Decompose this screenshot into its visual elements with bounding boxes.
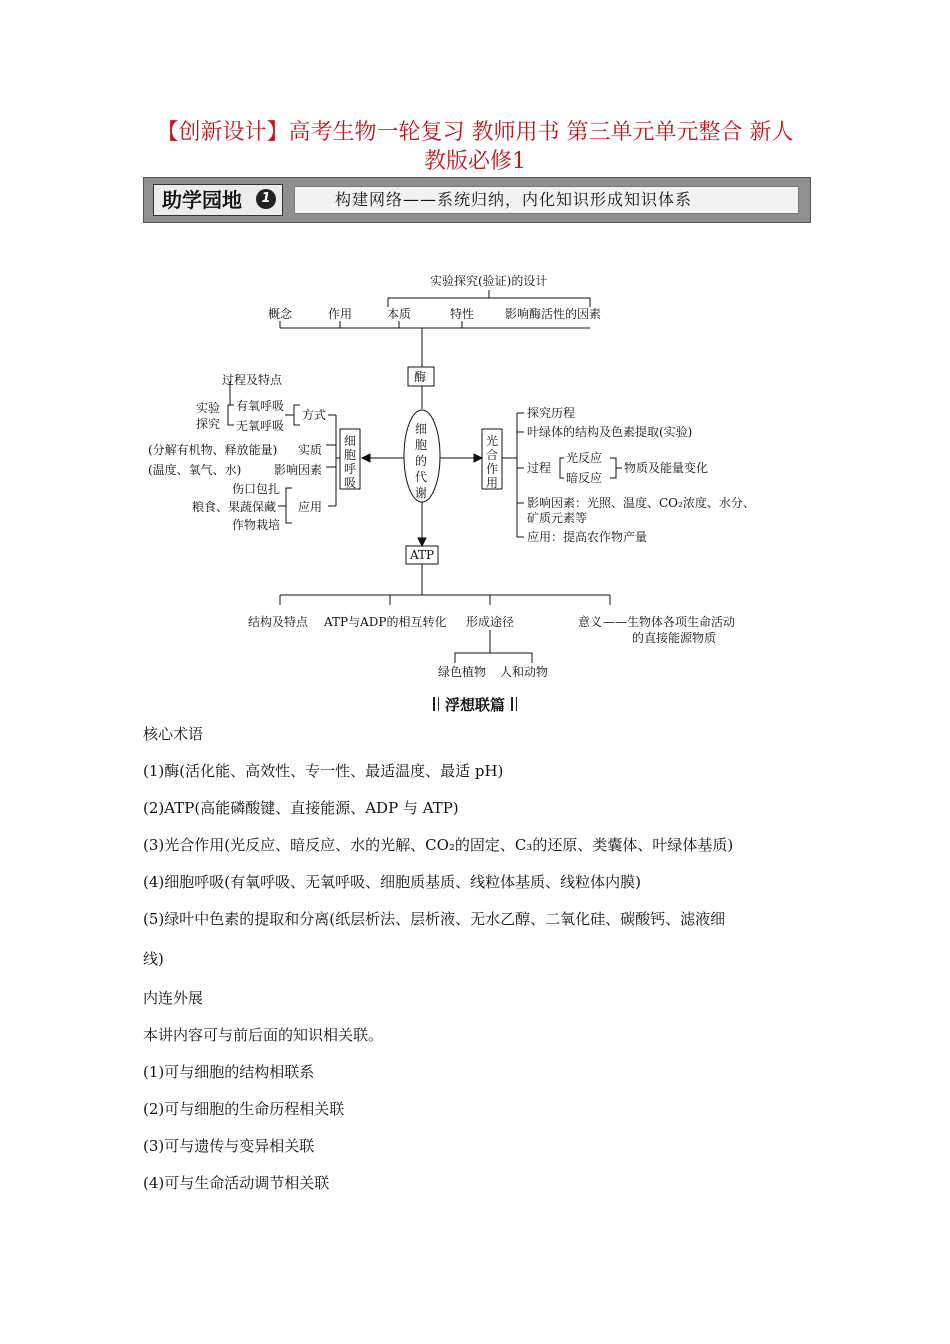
photosynthesis-char-3: 作 — [486, 462, 499, 476]
core-term-4: (4)细胞呼吸(有氧呼吸、无氧呼吸、细胞质基质、线粒体基质、线粒体内膜) — [143, 873, 641, 891]
link-3: (3)可与遗传与变异相关联 — [143, 1137, 315, 1155]
section-heading — [0, 694, 950, 715]
enzyme-essence-label: 本质 — [387, 307, 412, 321]
enzyme-node: 酶 — [414, 370, 427, 384]
core-term-5: (5)绿叶中色素的提取和分离(纸层析法、层析液、无水乙醇、二氧化硅、碳酸钙、滤液细 — [143, 910, 726, 928]
atp-meaning-line1: ——生物体各项生命活动 — [603, 615, 736, 629]
experiment-label-1: 实验 — [196, 401, 221, 415]
experiment-design-label: 实验探究(验证)的设计 — [430, 274, 548, 288]
anaerobic-label: 无氧呼吸 — [236, 419, 285, 433]
banner-badge-label: 助学园地 — [162, 188, 242, 212]
core-term-2: (2)ATP(高能磷酸键、直接能源、ADP 与 ATP) — [143, 799, 459, 817]
respiration-char-4: 吸 — [344, 476, 357, 490]
link-4: (4)可与生命活动调节相关联 — [143, 1174, 330, 1192]
photo-factors-line1: 影响因素：光照、温度、CO₂浓度、水分、 — [527, 496, 755, 510]
app-item-crops: 作物栽培 — [232, 518, 281, 532]
center-node-char-4: 代 — [415, 470, 428, 484]
title-line-2: 教版必修1 — [424, 149, 526, 174]
mode-label: 方式 — [302, 408, 327, 422]
enzyme-function-label: 作用 — [328, 307, 353, 321]
links-title: 内连外展 — [143, 989, 204, 1007]
document-title — [120, 118, 830, 176]
process-result-label: 物质及能量变化 — [624, 461, 709, 475]
atp-structure-label: 结构及特点 — [248, 615, 309, 629]
factors-label: 影响因素 — [274, 463, 323, 477]
core-terms-title: 核心术语 — [143, 725, 204, 743]
center-node-char-1: 细 — [415, 422, 428, 436]
core-term-3: (3)光合作用(光反应、暗反应、水的光解、CO₂的固定、C₃的还原、类囊体、叶绿体基质) — [143, 836, 734, 854]
core-term-5-cont: 线) — [143, 950, 164, 968]
link-1: (1)可与细胞的结构相联系 — [143, 1063, 315, 1081]
banner-badge — [153, 184, 283, 216]
essence-detail-label: (分解有机物、释放能量) — [148, 443, 278, 457]
center-node-char-5: 谢 — [415, 486, 428, 500]
center-node-char-3: 的 — [415, 454, 428, 468]
atp-conversion-label: ATP与ADP的相互转化 — [324, 615, 447, 629]
essence-label: 实质 — [298, 443, 323, 457]
photosynthesis-char-1: 光 — [486, 434, 499, 448]
photo-factors-line2: 矿质元素等 — [527, 511, 588, 525]
photosynthesis-char-4: 用 — [486, 476, 499, 490]
atp-node: ATP — [410, 548, 435, 562]
core-term-1: (1)酶(活化能、高效性、专一性、最适温度、最适 pH) — [143, 762, 504, 780]
app-item-wound: 伤口包扎 — [232, 482, 281, 496]
application-label: 应用 — [298, 500, 323, 514]
factors-detail-label: (温度、氧气、水) — [148, 463, 242, 477]
app-item-storage: 粮食、果蔬保藏 — [192, 500, 277, 514]
atp-formation-label: 形成途径 — [466, 615, 515, 629]
center-node-char-2: 胞 — [415, 438, 428, 452]
aerobic-label: 有氧呼吸 — [236, 399, 285, 413]
respiration-char-2: 胞 — [344, 448, 357, 462]
banner-subtitle: 构建网络——系统归纳，内化知识形成知识体系 — [294, 186, 799, 214]
link-2: (2)可与细胞的生命历程相关联 — [143, 1100, 345, 1118]
respiration-char-1: 细 — [344, 434, 357, 448]
respiration-char-3: 呼 — [344, 462, 357, 476]
photosynthesis-char-2: 合 — [486, 448, 499, 462]
dark-reaction-label: 暗反应 — [566, 471, 603, 485]
enzyme-concept-label: 概念 — [268, 307, 293, 321]
atp-meaning-line2: 的直接能源物质 — [632, 631, 717, 645]
light-reaction-label: 光反应 — [566, 451, 603, 465]
heading-bar-right-icon — [511, 697, 517, 711]
history-label: 探究历程 — [527, 406, 576, 420]
enzyme-property-label: 特性 — [450, 307, 475, 321]
experiment-label-2: 探究 — [196, 417, 221, 431]
section-banner — [143, 177, 811, 223]
pathway-animals: 人和动物 — [500, 665, 549, 679]
concept-map — [140, 255, 820, 695]
chloroplast-label: 叶绿体的结构及色素提取(实验) — [527, 425, 693, 439]
links-intro: 本讲内容可与前后面的知识相关联。 — [143, 1026, 384, 1044]
title-line-1: 【创新设计】高考生物一轮复习 教师用书 第三单元单元整合 新人 — [156, 120, 794, 145]
process-label: 过程 — [527, 461, 552, 475]
pathway-plants: 绿色植物 — [438, 665, 487, 679]
atp-meaning-label: 意义 — [578, 615, 603, 629]
process-features-label: 过程及特点 — [222, 373, 283, 387]
heading-bar-left-icon — [433, 697, 439, 711]
enzyme-factors-label: 影响酶活性的因素 — [505, 307, 602, 321]
banner-number-icon: 1 — [256, 189, 276, 209]
photo-application-label: 应用：提高农作物产量 — [527, 530, 648, 544]
section-heading-text: 浮想联篇 — [444, 696, 505, 714]
